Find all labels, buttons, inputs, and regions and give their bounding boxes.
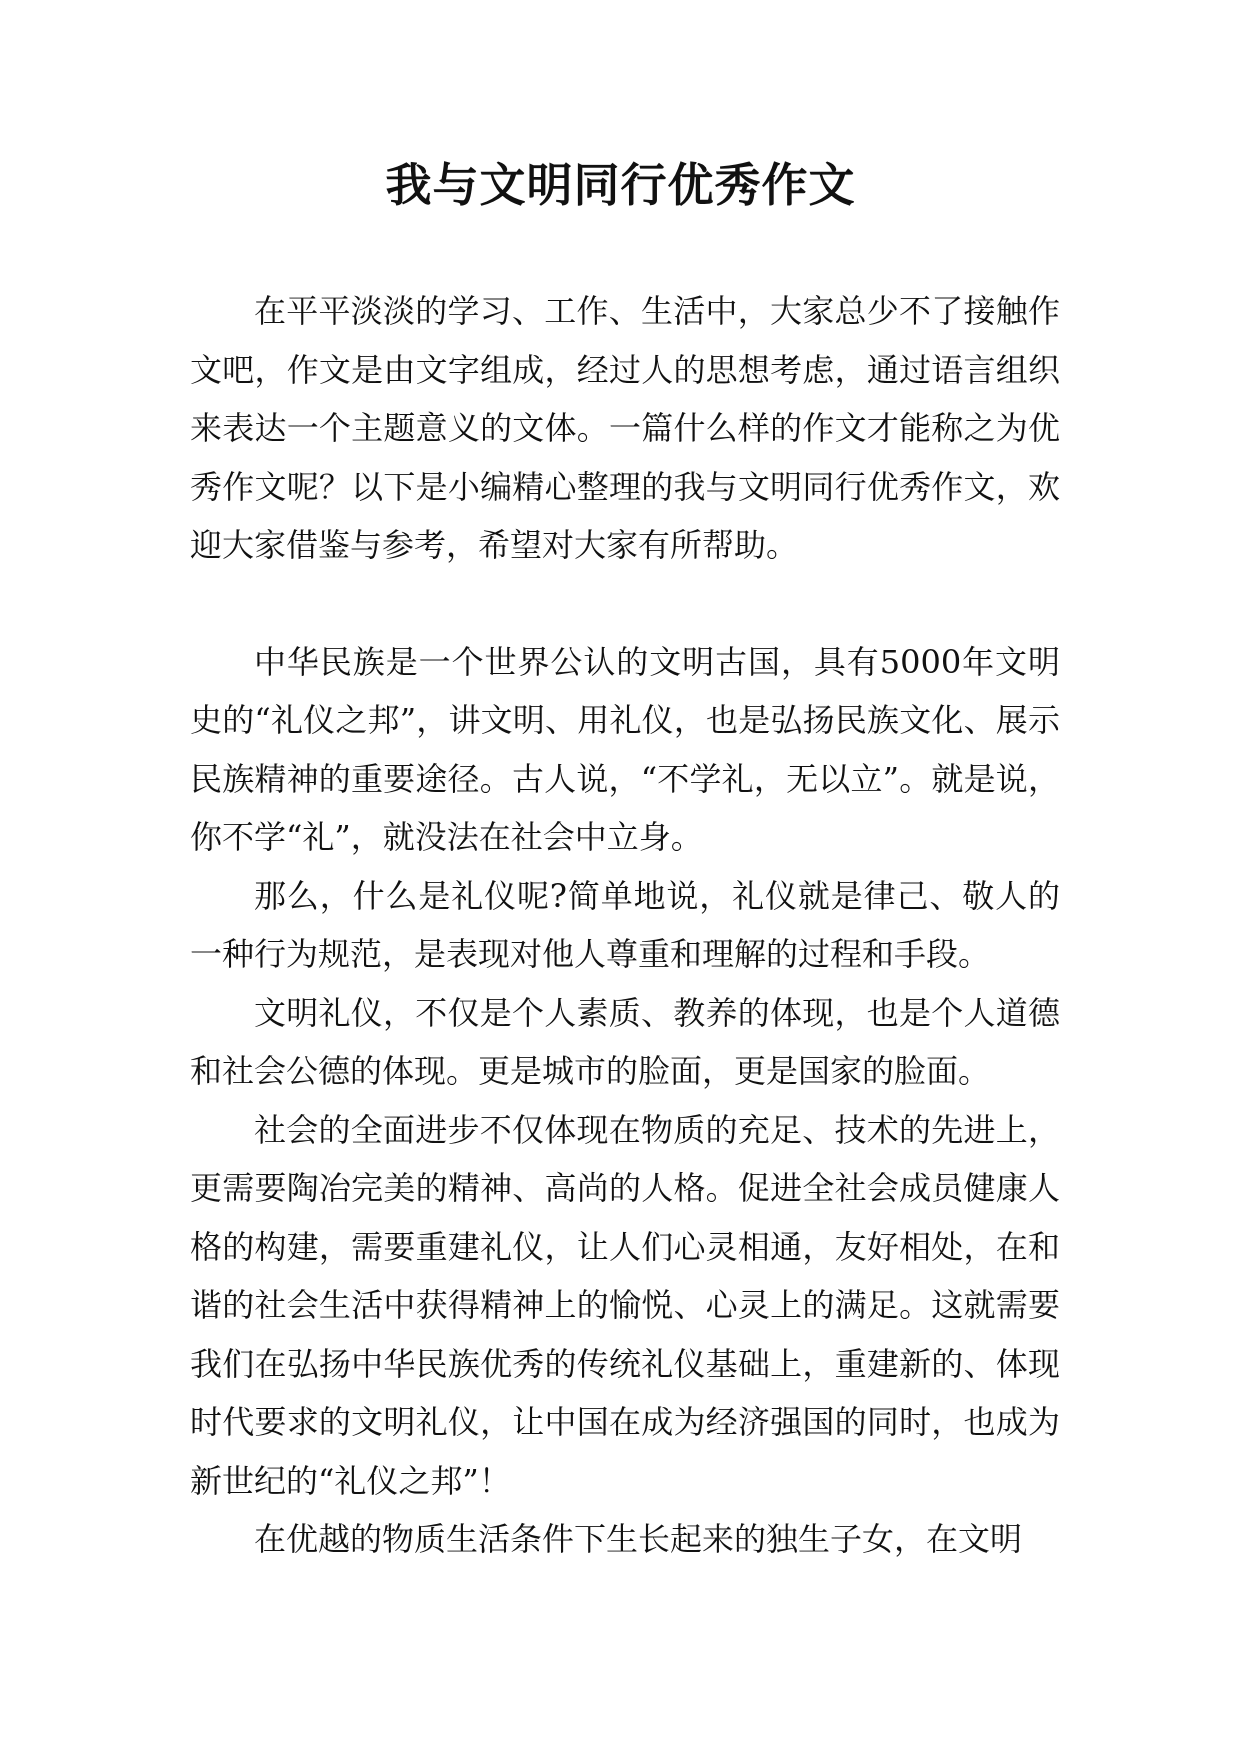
paragraph: 中华民族是一个世界公认的文明古国，具有5000年文明史的“礼仪之邦”，讲文明、用礼仪，也是弘扬民族文化、展示民族精神的重要途径。古人说，“不学礼，无以立”。就是说，你不学“礼”，就没法在社会中立身。: [190, 642, 1060, 856]
paragraph: 在优越的物质生活条件下生长起来的独生子女，在文明: [254, 1520, 1023, 1558]
document-title: 我与文明同行优秀作文: [385, 158, 856, 212]
document-body: [190, 282, 1060, 1569]
paragraph-intro: 在平平淡淡的学习、工作、生活中，大家总少不了接触作文吧，作文是由文字组成，经过人的思想考虑，通过语言组织来表达一个主题意义的文体。一篇什么样的作文才能称之为优秀作文呢？以下是小编精心整理的我与文明同行优秀作文，欢迎大家借鉴与参考，希望对大家有所帮助。: [190, 292, 1060, 564]
paragraph: 社会的全面进步不仅体现在物质的充足、技术的先进上，更需要陶冶完美的精神、高尚的人格。促进全社会成员健康人格的构建，需要重建礼仪，让人们心灵相通，友好相处，在和谐的社会生活中获得精神上的愉悦、心灵上的满足。这就需要我们在弘扬中华民族优秀的传统礼仪基础上，重建新的、体现时代要求的文明礼仪，让中国在成为经济强国的同时，也成为新世纪的“礼仪之邦”！: [190, 1110, 1060, 1500]
paragraph: 那么，什么是礼仪呢?简单地说，礼仪就是律己、敬人的一种行为规范，是表现对他人尊重和理解的过程和手段。: [190, 876, 1060, 973]
paragraph: 文明礼仪，不仅是个人素质、教养的体现，也是个人道德和社会公德的体现。更是城市的脸面，更是国家的脸面。: [190, 993, 1060, 1090]
